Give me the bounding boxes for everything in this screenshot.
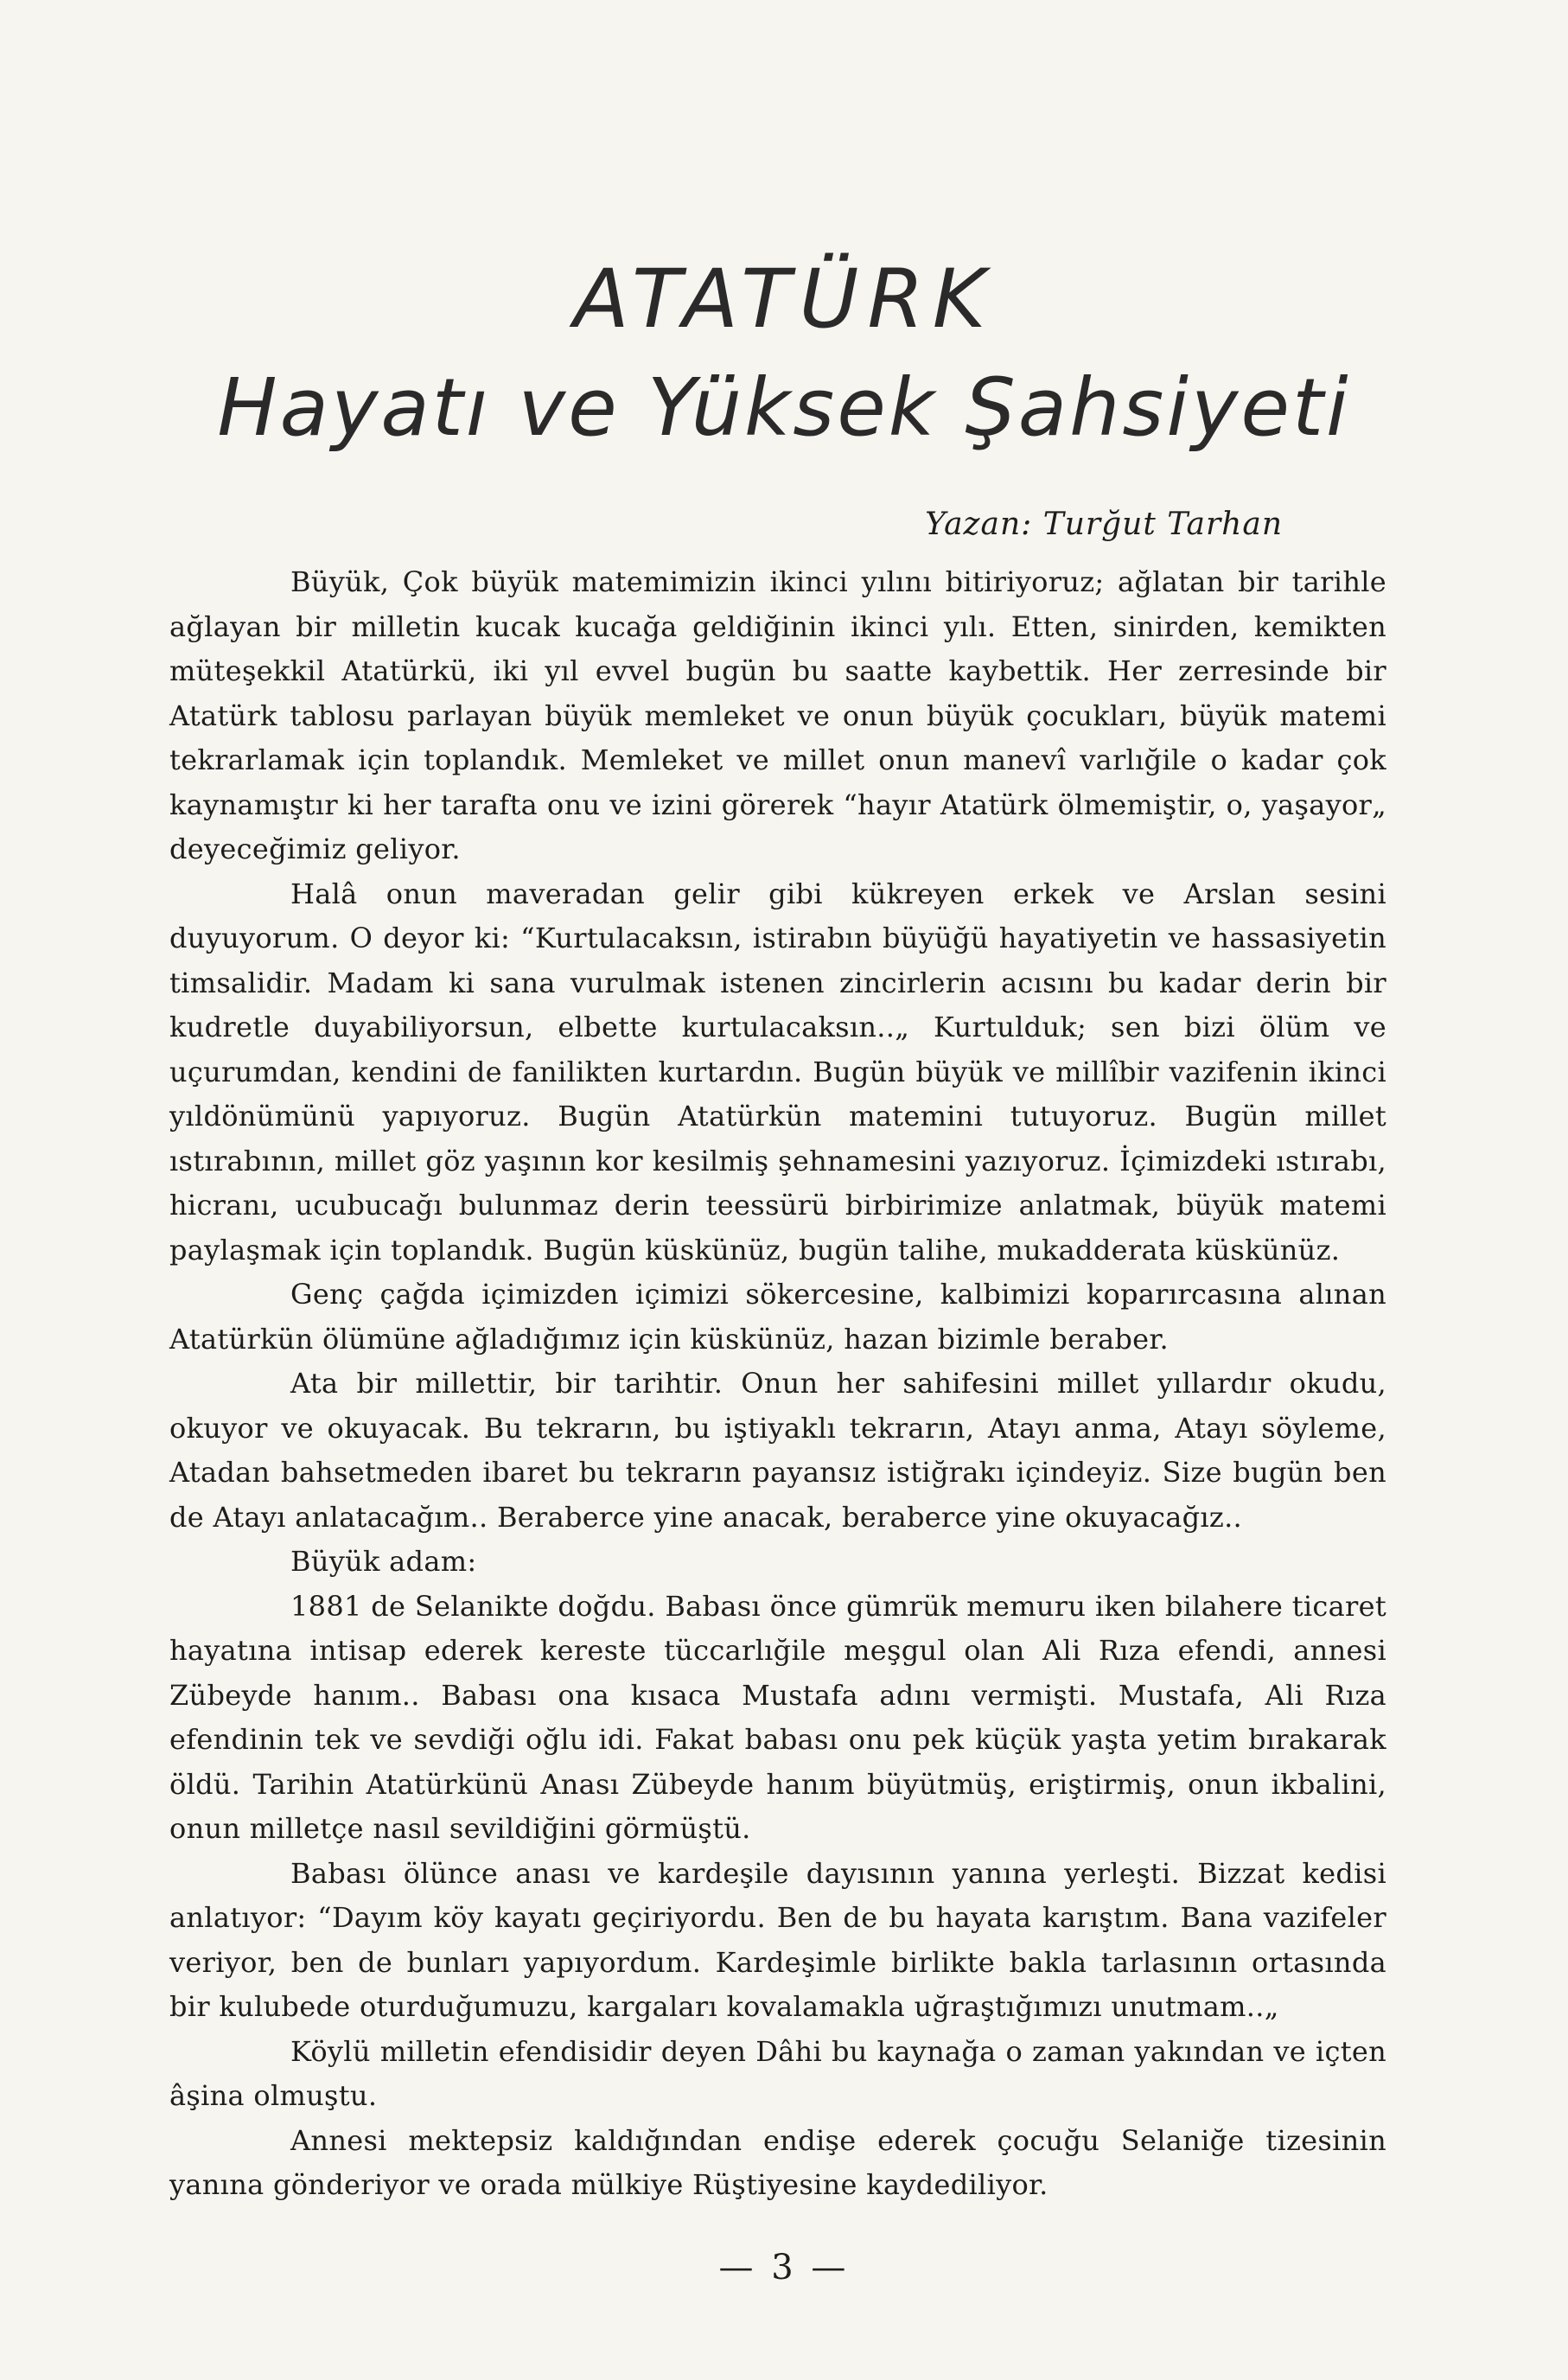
paragraph: 1881 de Selanikte doğdu. Babası önce gümrük memuru iken bilahere ticaret hayatına intisap ederek kereste tüccarlığile meşgul olan Ali Rıza efendi, annesi Zübeyde hanım.. Babası ona kısaca Mustafa adını vermişti. Mustafa, Ali Rıza efendinin tek ve sevdiği oğlu idi. Fakat babası onu pek küçük yaşta yetim bırakarak öldü. Tarihin Atatürkünü Anası Zübeyde hanım büyütmüş, eriştirmiş, onun ikbalini, onun milletçe nasıl sevildiğini görmüştü.	[169, 1589, 1386, 1845]
article-body	[169, 560, 1386, 2208]
paragraph: Babası ölünce anası ve kardeşile dayısının yanına yerleşti. Bizzat kedisi anlatıyor: “Dayım köy kayatı geçiriyordu. Ben de bu hayata karıştım. Bana vazifeler veriyor, ben de bunları yapıyordum. Kardeşimle birlikte bakla tarlasının ortasında bir kulubede oturduğumuzu, kargaları kovalamakla uğraştığımızı unutmam..„	[169, 1856, 1386, 2023]
section-heading: Büyük adam:	[290, 1545, 477, 1578]
page-title: ATATÜRK	[573, 252, 995, 347]
paragraph: Köylü milletin efendisidir deyen Dâhi bu kaynağa o zaman yakından ve içten âşina olmuştu.	[169, 2034, 1386, 2112]
paragraph: Halâ onun maveradan gelir gibi kükreyen erkek ve Arslan sesini duyuyorum. O deyor ki: “Kurtulacaksın, istirabın büyüğü hayatiyetin ve hassasiyetin timsalidir. Madam ki sana vurulmak istenen zincirlerin acısını bu kadar derin bir kudretle duyabiliyorsun, elbette kurtulacaksın..„ Kurtulduk; sen bizi ölüm ve uçurumdan, kendini de fanilikten kurtardın. Bugün büyük ve millîbir vazifenin ikinci yıldönümünü yapıyoruz. Bugün Atatürkün matemini tutuyoruz. Bugün millet ıstırabının, millet göz yaşının kor kesilmiş şehnamesini yazıyoruz. İçimizdeki ıstırabı, hicranı, ucubucağı bulunmaz derin teessürü birbirimize anlatmak, büyük matemi paylaşmak için toplandık. Bugün küskünüz, bugün talihe, mukadderata küskünüz.	[169, 877, 1386, 1267]
paragraph: Büyük, Çok büyük matemimizin ikinci yılını bitiriyoruz; ağlatan bir tarihle ağlayan bir milletin kucak kucağa geldiğinin ikinci yılı. Etten, sinirden, kemikten müteşekkil Atatürkü, iki yıl evvel bugün bu saatte kaybettik. Her zerresinde bir Atatürk tablosu parlayan büyük memleket ve onun büyük çocukları, büyük matemi tekrarlamak için toplandık. Memleket ve millet onun manevî varlığile o kadar çok kaynamıştır ki her tarafta onu ve izini görerek “hayır Atatürk ölmemiştir, o, yaşayor„ deyeceğimiz geliyor.	[169, 565, 1386, 865]
page-number: — 3 —	[718, 2248, 850, 2287]
author-byline: Yazan: Turğut Tarhan	[925, 507, 1283, 542]
paragraph: Genç çağda içimizden içimizi sökercesine, kalbimizi koparırcasına alınan Atatürkün ölümüne ağladığımız için küskünüz, hazan bizimle beraber.	[169, 1278, 1386, 1356]
page-subtitle: Hayatı ve Yüksek Şahsiyeti	[217, 361, 1351, 454]
paragraph: Annesi mektepsiz kaldığından endişe ederek çocuğu Selaniğe tizesinin yanına gönderiyor ve orada mülkiye Rüştiyesine kaydediliyor.	[169, 2123, 1386, 2201]
paragraph: Ata bir millettir, bir tarihtir. Onun her sahifesini millet yıllardır okudu, okuyor ve okuyacak. Bu tekrarın, bu iştiyaklı tekrarın, Atayı anma, Atayı söyleme, Atadan bahsetmeden ibaret bu tekrarın payansız istiğrakı içindeyiz. Size bugün ben de Atayı anlatacağım.. Beraberce yine anacak, beraberce yine okuyacağız..	[169, 1367, 1386, 1534]
